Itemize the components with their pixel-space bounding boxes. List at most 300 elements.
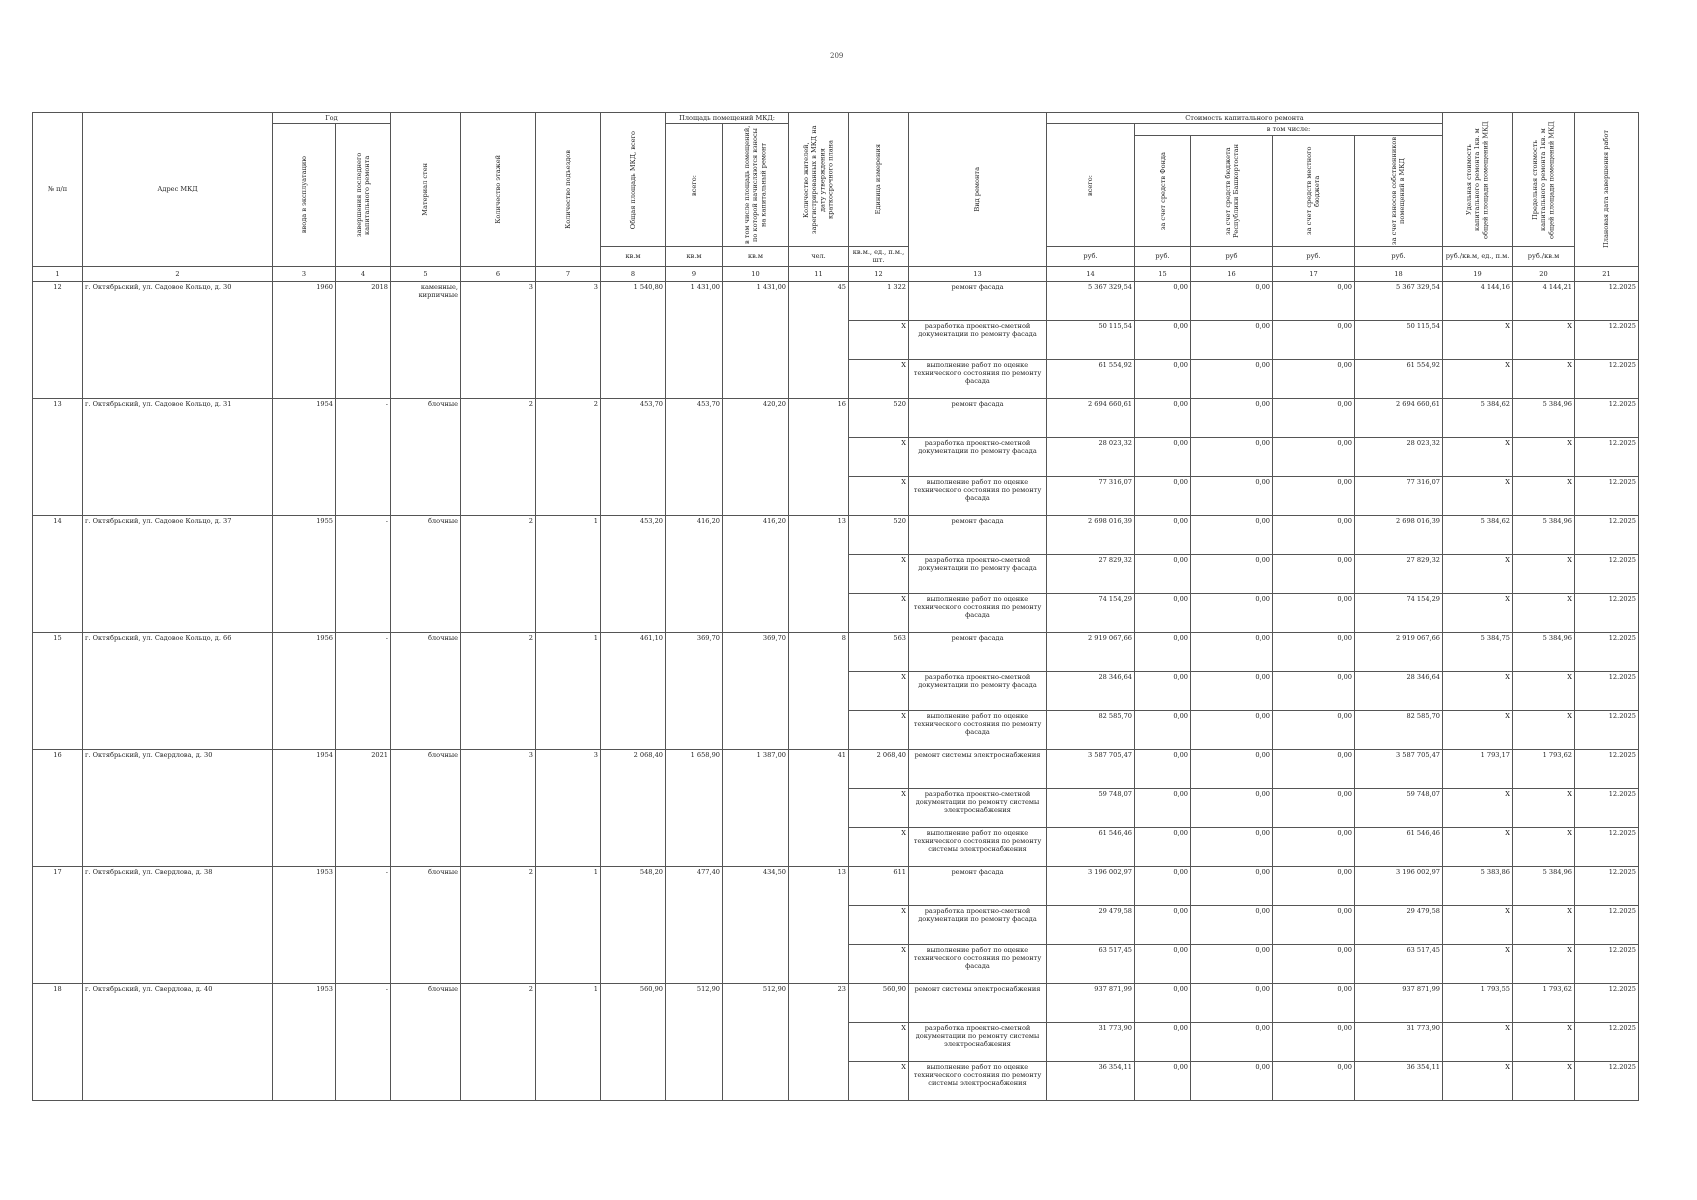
- house-area-part: 369,70: [723, 632, 789, 749]
- house-last-repair: -: [336, 515, 391, 632]
- header-year-commission-text: ввода в эксплуатацию: [299, 156, 308, 234]
- work-cost-republic: 0,00: [1191, 281, 1273, 320]
- work-cost-local: 0,00: [1273, 281, 1355, 320]
- work-cost-republic: 0,00: [1191, 1022, 1273, 1061]
- work-unit: 1 322: [849, 281, 909, 320]
- column-number: 19: [1443, 266, 1513, 281]
- work-unit-cost: X: [1443, 437, 1513, 476]
- house-last-repair: -: [336, 632, 391, 749]
- column-number-row: [33, 266, 1639, 281]
- house-floors: 2: [461, 983, 536, 1100]
- house-number: 16: [33, 749, 83, 866]
- table-row: [33, 398, 1639, 437]
- column-number: 13: [909, 266, 1047, 281]
- work-max-cost: 5 384,96: [1513, 866, 1575, 905]
- work-unit-cost: X: [1443, 476, 1513, 515]
- column-number: 2: [83, 266, 273, 281]
- house-floors: 3: [461, 749, 536, 866]
- house-year: 1954: [273, 749, 336, 866]
- work-cost-total: 27 829,32: [1047, 554, 1135, 593]
- work-cost-owners: 2 919 067,66: [1355, 632, 1443, 671]
- house-number: 13: [33, 398, 83, 515]
- work-unit-cost: X: [1443, 671, 1513, 710]
- table-row: [33, 866, 1639, 905]
- work-plan-date: 12.2025: [1575, 476, 1639, 515]
- column-number: 12: [849, 266, 909, 281]
- work-unit-cost: X: [1443, 554, 1513, 593]
- work-cost-owners: 3 587 705,47: [1355, 749, 1443, 788]
- work-plan-date: 12.2025: [1575, 398, 1639, 437]
- house-address: г. Октябрьский, ул. Свердлова, д. 40: [83, 983, 273, 1100]
- work-cost-owners: 31 773,90: [1355, 1022, 1443, 1061]
- unit-unit-cost: руб./кв.м, ед., п.м.: [1443, 247, 1513, 266]
- work-cost-total: 61 546,46: [1047, 827, 1135, 866]
- house-last-repair: 2018: [336, 281, 391, 398]
- work-cost-total: 3 587 705,47: [1047, 749, 1135, 788]
- work-unit-cost: X: [1443, 1061, 1513, 1100]
- table-row: [33, 281, 1639, 320]
- work-cost-owners: 28 023,32: [1355, 437, 1443, 476]
- work-cost-total: 28 023,32: [1047, 437, 1135, 476]
- work-cost-republic: 0,00: [1191, 515, 1273, 554]
- unit-owners: руб.: [1355, 247, 1443, 266]
- house-floors: 3: [461, 281, 536, 398]
- work-plan-date: 12.2025: [1575, 866, 1639, 905]
- header-entrances-text: Количество подъездов: [563, 149, 572, 229]
- work-cost-fund: 0,00: [1135, 632, 1191, 671]
- house-total-area: 453,70: [601, 398, 666, 515]
- house-entrances: 3: [536, 749, 601, 866]
- work-cost-fund: 0,00: [1135, 944, 1191, 983]
- header-work-type: [909, 113, 1047, 267]
- work-plan-date: 12.2025: [1575, 1061, 1639, 1100]
- work-plan-date: 12.2025: [1575, 1022, 1639, 1061]
- house-residents: 8: [789, 632, 849, 749]
- work-cost-local: 0,00: [1273, 944, 1355, 983]
- work-cost-total: 5 367 329,54: [1047, 281, 1135, 320]
- work-unit: X: [849, 944, 909, 983]
- work-cost-owners: 937 871,99: [1355, 983, 1443, 1022]
- work-unit: X: [849, 827, 909, 866]
- work-unit-cost: X: [1443, 944, 1513, 983]
- header-year-last-repair: [336, 124, 391, 266]
- header-address: Адрес МКД: [83, 113, 273, 267]
- house-year: 1953: [273, 983, 336, 1100]
- header-year-group: Год: [273, 113, 391, 124]
- house-address: г. Октябрьский, ул. Свердлова, д. 30: [83, 749, 273, 866]
- work-type: разработка проектно-сметной документации по ремонту фасада: [909, 905, 1047, 944]
- work-plan-date: 12.2025: [1575, 827, 1639, 866]
- work-cost-owners: 27 829,32: [1355, 554, 1443, 593]
- work-plan-date: 12.2025: [1575, 905, 1639, 944]
- house-wall: блочные: [391, 632, 461, 749]
- work-plan-date: 12.2025: [1575, 515, 1639, 554]
- work-max-cost: X: [1513, 359, 1575, 398]
- house-number: 17: [33, 866, 83, 983]
- house-number: 12: [33, 281, 83, 398]
- header-incl-group: [1135, 124, 1443, 247]
- house-wall: блочные: [391, 866, 461, 983]
- work-plan-date: 12.2025: [1575, 320, 1639, 359]
- work-cost-republic: 0,00: [1191, 476, 1273, 515]
- work-cost-fund: 0,00: [1135, 476, 1191, 515]
- work-cost-local: 0,00: [1273, 359, 1355, 398]
- header-residents-text: Количество жителей, зарегистрированных в МКД на дату утверждения краткосрочного плана: [802, 125, 835, 234]
- work-cost-republic: 0,00: [1191, 944, 1273, 983]
- house-residents: 41: [789, 749, 849, 866]
- work-max-cost: X: [1513, 788, 1575, 827]
- work-cost-total: 77 316,07: [1047, 476, 1135, 515]
- work-plan-date: 12.2025: [1575, 359, 1639, 398]
- work-cost-republic: 0,00: [1191, 437, 1273, 476]
- work-type: выполнение работ по оценке технического состояния по ремонту системы электроснабжения: [909, 1061, 1047, 1100]
- work-max-cost: X: [1513, 905, 1575, 944]
- work-type: ремонт фасада: [909, 866, 1047, 905]
- work-cost-total: 29 479,58: [1047, 905, 1135, 944]
- work-type: разработка проектно-сметной документации по ремонту системы электроснабжения: [909, 788, 1047, 827]
- work-cost-total: 3 196 002,97: [1047, 866, 1135, 905]
- column-number: 16: [1191, 266, 1273, 281]
- house-total-area: 1 540,80: [601, 281, 666, 398]
- work-cost-republic: 0,00: [1191, 632, 1273, 671]
- work-cost-republic: 0,00: [1191, 671, 1273, 710]
- work-type: выполнение работ по оценке технического состояния по ремонту фасада: [909, 593, 1047, 632]
- house-address: г. Октябрьский, ул. Свердлова, д. 38: [83, 866, 273, 983]
- work-plan-date: 12.2025: [1575, 749, 1639, 788]
- work-cost-local: 0,00: [1273, 515, 1355, 554]
- house-number: 15: [33, 632, 83, 749]
- work-type: ремонт фасада: [909, 632, 1047, 671]
- work-cost-total: 82 585,70: [1047, 710, 1135, 749]
- work-unit: 611: [849, 866, 909, 905]
- work-unit: X: [849, 710, 909, 749]
- work-type: выполнение работ по оценке технического состояния по ремонту фасада: [909, 476, 1047, 515]
- column-number: 9: [666, 266, 723, 281]
- work-unit-cost: X: [1443, 593, 1513, 632]
- work-cost-fund: 0,00: [1135, 515, 1191, 554]
- work-cost-owners: 5 367 329,54: [1355, 281, 1443, 320]
- work-cost-local: 0,00: [1273, 1061, 1355, 1100]
- work-cost-total: 63 517,45: [1047, 944, 1135, 983]
- work-cost-owners: 77 316,07: [1355, 476, 1443, 515]
- work-cost-local: 0,00: [1273, 632, 1355, 671]
- house-area-all: 512,90: [666, 983, 723, 1100]
- work-plan-date: 12.2025: [1575, 554, 1639, 593]
- work-type: выполнение работ по оценке технического состояния по ремонту фасада: [909, 710, 1047, 749]
- work-unit: X: [849, 554, 909, 593]
- house-residents: 16: [789, 398, 849, 515]
- work-unit-cost: X: [1443, 827, 1513, 866]
- work-unit: X: [849, 359, 909, 398]
- work-cost-total: 31 773,90: [1047, 1022, 1135, 1061]
- work-cost-fund: 0,00: [1135, 983, 1191, 1022]
- header-entrances: [536, 113, 601, 267]
- work-type: разработка проектно-сметной документации по ремонту фасада: [909, 437, 1047, 476]
- work-cost-owners: 50 115,54: [1355, 320, 1443, 359]
- work-cost-local: 0,00: [1273, 866, 1355, 905]
- work-unit-cost: 5 383,86: [1443, 866, 1513, 905]
- work-cost-owners: 59 748,07: [1355, 788, 1443, 827]
- column-number: 18: [1355, 266, 1443, 281]
- house-area-all: 416,20: [666, 515, 723, 632]
- work-cost-local: 0,00: [1273, 749, 1355, 788]
- work-unit-cost: X: [1443, 788, 1513, 827]
- header-total-area-text: Общая площадь МКД, всего: [628, 130, 637, 229]
- header-plan-date-text: Плановая дата завершения работ: [1602, 130, 1611, 249]
- work-cost-local: 0,00: [1273, 398, 1355, 437]
- header-wall: [391, 113, 461, 267]
- column-number: 8: [601, 266, 666, 281]
- header-unit: [849, 113, 909, 247]
- house-entrances: 3: [536, 281, 601, 398]
- header-year-last-repair-text: завершения последнего капитального ремонта: [354, 152, 371, 238]
- unit-residents: чел.: [789, 247, 849, 266]
- house-area-all: 477,40: [666, 866, 723, 983]
- work-cost-local: 0,00: [1273, 437, 1355, 476]
- work-cost-republic: 0,00: [1191, 827, 1273, 866]
- house-residents: 13: [789, 866, 849, 983]
- work-cost-owners: 61 546,46: [1355, 827, 1443, 866]
- house-residents: 13: [789, 515, 849, 632]
- work-cost-fund: 0,00: [1135, 710, 1191, 749]
- work-max-cost: X: [1513, 1061, 1575, 1100]
- header-year-commission: [273, 124, 336, 266]
- house-area-part: 416,20: [723, 515, 789, 632]
- header-area-part: [723, 124, 789, 247]
- work-type: ремонт системы электроснабжения: [909, 749, 1047, 788]
- work-unit-cost: 5 384,75: [1443, 632, 1513, 671]
- column-number: 6: [461, 266, 536, 281]
- work-type: ремонт системы электроснабжения: [909, 983, 1047, 1022]
- house-total-area: 560,90: [601, 983, 666, 1100]
- header-cost-total: [1047, 124, 1135, 247]
- column-number: 17: [1273, 266, 1355, 281]
- work-cost-total: 50 115,54: [1047, 320, 1135, 359]
- work-max-cost: X: [1513, 593, 1575, 632]
- column-number: 20: [1513, 266, 1575, 281]
- house-last-repair: -: [336, 983, 391, 1100]
- work-cost-local: 0,00: [1273, 905, 1355, 944]
- house-year: 1953: [273, 866, 336, 983]
- house-total-area: 461,10: [601, 632, 666, 749]
- work-type: ремонт фасада: [909, 281, 1047, 320]
- header-area-group: Площадь помещений МКД:: [666, 113, 789, 124]
- house-area-part: 1 431,00: [723, 281, 789, 398]
- work-cost-fund: 0,00: [1135, 320, 1191, 359]
- work-cost-local: 0,00: [1273, 710, 1355, 749]
- work-type: разработка проектно-сметной документации по ремонту фасада: [909, 671, 1047, 710]
- work-max-cost: X: [1513, 437, 1575, 476]
- header-republic: за счет средств бюджета Республики Башкортостан: [1223, 143, 1240, 238]
- house-wall: блочные: [391, 398, 461, 515]
- house-year: 1956: [273, 632, 336, 749]
- work-plan-date: 12.2025: [1575, 593, 1639, 632]
- repair-plan-sheet: [32, 112, 1639, 1101]
- work-plan-date: 12.2025: [1575, 788, 1639, 827]
- work-type: выполнение работ по оценке технического состояния по ремонту фасада: [909, 944, 1047, 983]
- work-type: выполнение работ по оценке технического состояния по ремонту фасада: [909, 359, 1047, 398]
- page-number: 209: [830, 52, 844, 60]
- header-total-area: [601, 113, 666, 247]
- house-entrances: 1: [536, 866, 601, 983]
- work-cost-fund: 0,00: [1135, 437, 1191, 476]
- work-unit: 560,90: [849, 983, 909, 1022]
- house-area-part: 512,90: [723, 983, 789, 1100]
- work-unit: X: [849, 1061, 909, 1100]
- work-unit-cost: X: [1443, 1022, 1513, 1061]
- work-plan-date: 12.2025: [1575, 944, 1639, 983]
- header-area-part-text: в том числе площадь помещений, по которой начисляются взносы на капитальный ремонт: [743, 126, 768, 245]
- work-unit-cost: X: [1443, 320, 1513, 359]
- work-unit: X: [849, 320, 909, 359]
- work-cost-fund: 0,00: [1135, 554, 1191, 593]
- unit-fund: руб.: [1135, 247, 1191, 266]
- work-unit-cost: X: [1443, 710, 1513, 749]
- header-work-type-text: Вид ремонта: [973, 167, 982, 212]
- work-cost-local: 0,00: [1273, 320, 1355, 359]
- work-max-cost: X: [1513, 710, 1575, 749]
- work-cost-republic: 0,00: [1191, 554, 1273, 593]
- work-unit-cost: X: [1443, 359, 1513, 398]
- work-unit: X: [849, 671, 909, 710]
- work-type: выполнение работ по оценке технического состояния по ремонту системы электроснабжения: [909, 827, 1047, 866]
- header-unit-cost-text: Удельная стоимость капитального ремонта 1кв. м общей площади помещений МКД: [1465, 120, 1490, 239]
- work-max-cost: 5 384,96: [1513, 398, 1575, 437]
- work-cost-owners: 36 354,11: [1355, 1061, 1443, 1100]
- work-cost-total: 59 748,07: [1047, 788, 1135, 827]
- work-unit: X: [849, 788, 909, 827]
- work-plan-date: 12.2025: [1575, 710, 1639, 749]
- column-number: 15: [1135, 266, 1191, 281]
- house-address: г. Октябрьский, ул. Садовое Кольцо, д. 66: [83, 632, 273, 749]
- house-number: 14: [33, 515, 83, 632]
- work-plan-date: 12.2025: [1575, 281, 1639, 320]
- column-number: 11: [789, 266, 849, 281]
- house-wall: каменные, кирпичные: [391, 281, 461, 398]
- unit-max-cost: руб./кв.м: [1513, 247, 1575, 266]
- unit-area-all: кв.м: [666, 247, 723, 266]
- work-cost-total: 28 346,64: [1047, 671, 1135, 710]
- work-cost-republic: 0,00: [1191, 320, 1273, 359]
- work-cost-republic: 0,00: [1191, 398, 1273, 437]
- house-area-all: 453,70: [666, 398, 723, 515]
- work-max-cost: X: [1513, 476, 1575, 515]
- house-residents: 23: [789, 983, 849, 1100]
- work-cost-republic: 0,00: [1191, 1061, 1273, 1100]
- house-wall: блочные: [391, 749, 461, 866]
- house-area-part: 434,50: [723, 866, 789, 983]
- work-plan-date: 12.2025: [1575, 671, 1639, 710]
- work-cost-republic: 0,00: [1191, 710, 1273, 749]
- work-max-cost: X: [1513, 1022, 1575, 1061]
- work-plan-date: 12.2025: [1575, 632, 1639, 671]
- house-wall: блочные: [391, 515, 461, 632]
- work-type: разработка проектно-сметной документации по ремонту фасада: [909, 554, 1047, 593]
- header-local: за счет средств местного бюджета: [1305, 146, 1322, 235]
- work-cost-owners: 2 694 660,61: [1355, 398, 1443, 437]
- work-max-cost: X: [1513, 671, 1575, 710]
- work-unit: 520: [849, 398, 909, 437]
- work-cost-fund: 0,00: [1135, 398, 1191, 437]
- work-cost-total: 74 154,29: [1047, 593, 1135, 632]
- header-area-all-text: всего:: [689, 174, 698, 196]
- house-area-part: 420,20: [723, 398, 789, 515]
- work-cost-owners: 3 196 002,97: [1355, 866, 1443, 905]
- unit-republic: руб: [1191, 247, 1273, 266]
- work-max-cost: 1 793,62: [1513, 749, 1575, 788]
- work-unit-cost: 4 144,16: [1443, 281, 1513, 320]
- work-cost-local: 0,00: [1273, 788, 1355, 827]
- house-year: 1960: [273, 281, 336, 398]
- work-cost-republic: 0,00: [1191, 749, 1273, 788]
- work-cost-fund: 0,00: [1135, 749, 1191, 788]
- column-number: 14: [1047, 266, 1135, 281]
- house-address: г. Октябрьский, ул. Садовое Кольцо, д. 31: [83, 398, 273, 515]
- work-type: разработка проектно-сметной документации по ремонту системы электроснабжения: [909, 1022, 1047, 1061]
- house-area-all: 1 431,00: [666, 281, 723, 398]
- header-plan-date: [1575, 113, 1639, 267]
- work-cost-republic: 0,00: [1191, 866, 1273, 905]
- house-year: 1954: [273, 398, 336, 515]
- house-area-all: 369,70: [666, 632, 723, 749]
- house-entrances: 1: [536, 983, 601, 1100]
- work-unit-cost: 5 384,62: [1443, 515, 1513, 554]
- house-year: 1955: [273, 515, 336, 632]
- work-cost-fund: 0,00: [1135, 866, 1191, 905]
- work-max-cost: X: [1513, 554, 1575, 593]
- column-number: 7: [536, 266, 601, 281]
- header-fund: за счет средств Фонда: [1158, 151, 1167, 230]
- work-max-cost: X: [1513, 320, 1575, 359]
- work-cost-total: 36 354,11: [1047, 1061, 1135, 1100]
- repair-plan-table: [32, 112, 1639, 1101]
- work-cost-owners: 28 346,64: [1355, 671, 1443, 710]
- work-max-cost: 5 384,96: [1513, 632, 1575, 671]
- work-max-cost: 4 144,21: [1513, 281, 1575, 320]
- house-address: г. Октябрьский, ул. Садовое Кольцо, д. 30: [83, 281, 273, 398]
- header-no: № п/п: [33, 113, 83, 267]
- work-unit-cost: X: [1443, 905, 1513, 944]
- unit-total-area: кв.м: [601, 247, 666, 266]
- unit-cost-total: руб.: [1047, 247, 1135, 266]
- work-cost-fund: 0,00: [1135, 359, 1191, 398]
- work-cost-total: 61 554,92: [1047, 359, 1135, 398]
- house-address: г. Октябрьский, ул. Садовое Кольцо, д. 37: [83, 515, 273, 632]
- work-cost-total: 2 919 067,66: [1047, 632, 1135, 671]
- work-cost-local: 0,00: [1273, 476, 1355, 515]
- house-total-area: 548,20: [601, 866, 666, 983]
- work-cost-local: 0,00: [1273, 827, 1355, 866]
- work-cost-owners: 2 698 016,39: [1355, 515, 1443, 554]
- work-plan-date: 12.2025: [1575, 437, 1639, 476]
- work-cost-fund: 0,00: [1135, 1022, 1191, 1061]
- work-unit-cost: 5 384,62: [1443, 398, 1513, 437]
- work-cost-republic: 0,00: [1191, 593, 1273, 632]
- work-cost-local: 0,00: [1273, 671, 1355, 710]
- work-type: ремонт фасада: [909, 398, 1047, 437]
- work-unit-cost: 1 793,55: [1443, 983, 1513, 1022]
- work-cost-local: 0,00: [1273, 593, 1355, 632]
- house-entrances: 2: [536, 398, 601, 515]
- house-wall: блочные: [391, 983, 461, 1100]
- work-unit: 2 068,40: [849, 749, 909, 788]
- table-row: [33, 749, 1639, 788]
- house-last-repair: -: [336, 866, 391, 983]
- header-floors: [461, 113, 536, 267]
- house-entrances: 1: [536, 632, 601, 749]
- work-cost-owners: 61 554,92: [1355, 359, 1443, 398]
- house-residents: 45: [789, 281, 849, 398]
